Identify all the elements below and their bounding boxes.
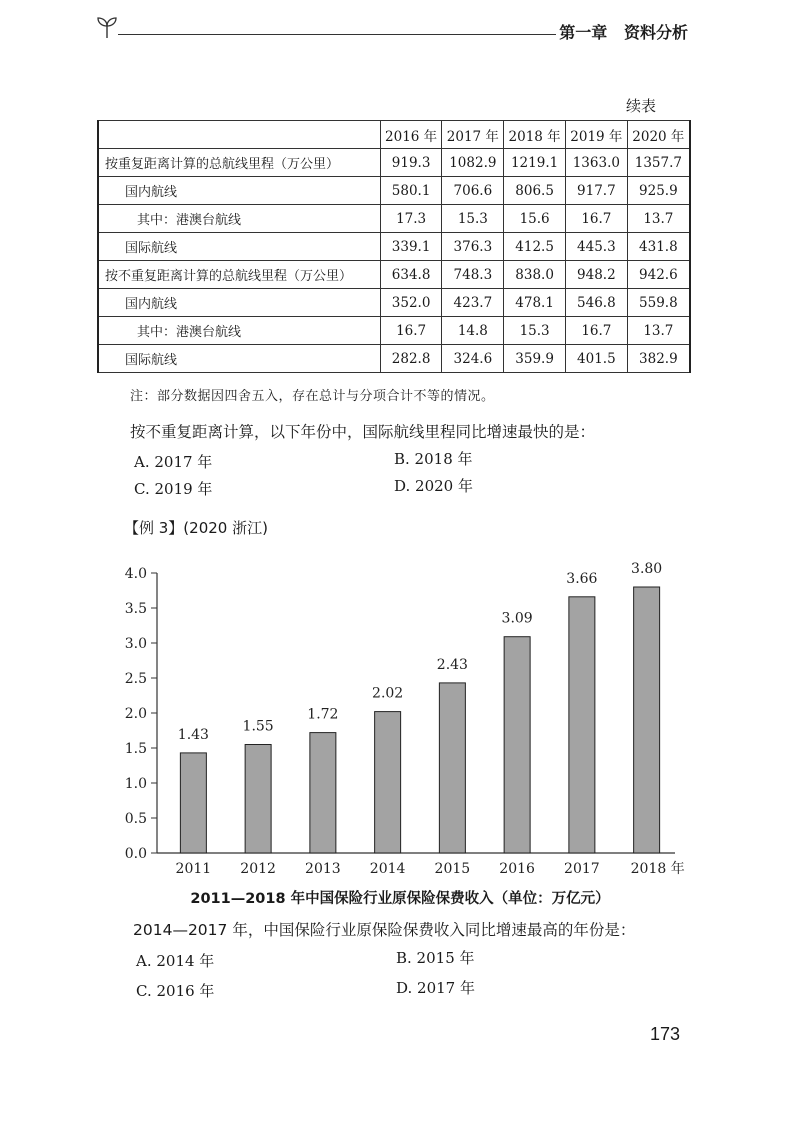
cell: 16.7: [565, 205, 627, 233]
cell: 401.5: [565, 345, 627, 373]
cell: 546.8: [565, 289, 627, 317]
cell: 1363.0: [565, 149, 627, 177]
table-row: [98, 317, 690, 345]
data-label: 3.09: [501, 610, 533, 627]
row-label: 国内航线: [98, 177, 380, 205]
table-row: [98, 233, 690, 261]
x-tick-label: 2015: [434, 861, 471, 877]
cell: 15.3: [442, 205, 504, 233]
x-tick-label: 2018 年: [630, 861, 685, 877]
bar-2015: [439, 683, 465, 853]
data-label: 1.43: [177, 726, 209, 743]
cell: 324.6: [442, 345, 504, 373]
bar-2011: [180, 753, 206, 853]
example-label: 【例 3】(2020 浙江): [124, 519, 268, 537]
q1-option-c: C. 2019 年: [134, 480, 213, 498]
column-header: 2016 年: [380, 121, 442, 149]
bar-2016: [504, 637, 530, 853]
table-note: 注：部分数据因四舍五入，存在总计与分项合计不等的情况。: [130, 389, 495, 404]
q2-option-c: C. 2016 年: [136, 982, 215, 1000]
cell: 1357.7: [627, 149, 690, 177]
data-label: 3.66: [566, 570, 598, 587]
cell: 423.7: [442, 289, 504, 317]
cell: 917.7: [565, 177, 627, 205]
column-header: 2017 年: [442, 121, 504, 149]
question-2-text: 2014—2017 年，中国保险行业原保险保费收入同比增速最高的年份是：: [133, 921, 636, 939]
cell: 919.3: [380, 149, 442, 177]
header-rule: [118, 34, 556, 35]
y-tick-label: 0.0: [124, 846, 147, 862]
q1-option-d: D. 2020 年: [394, 477, 473, 495]
cell: 14.8: [442, 317, 504, 345]
cell: 445.3: [565, 233, 627, 261]
row-label: 其中：港澳台航线: [98, 317, 380, 345]
cell: 282.8: [380, 345, 442, 373]
y-tick-label: 1.5: [124, 741, 147, 757]
x-tick-label: 2014: [369, 861, 406, 877]
cell: 382.9: [627, 345, 690, 373]
x-tick-label: 2013: [305, 861, 341, 877]
cell: 15.6: [504, 205, 566, 233]
cell: 13.7: [627, 205, 690, 233]
bar-2012: [245, 745, 271, 854]
bar-2018: [634, 587, 660, 853]
section-label: 资料分析: [623, 23, 688, 42]
y-tick-label: 0.5: [124, 811, 147, 827]
q1-option-a: A. 2017 年: [134, 453, 213, 471]
table-caption: 续表: [626, 97, 657, 115]
row-label: 其中：港澳台航线: [98, 205, 380, 233]
mileage-table: [97, 120, 691, 373]
table-row: [98, 261, 690, 289]
table-row: [98, 289, 690, 317]
q2-option-d: D. 2017 年: [396, 979, 475, 997]
x-tick-label: 2016: [499, 861, 535, 877]
y-tick-label: 3.5: [124, 601, 147, 617]
bar-2013: [310, 733, 336, 853]
data-label: 2.02: [372, 685, 404, 702]
data-label: 1.72: [307, 706, 339, 723]
question-1-text: 按不重复距离计算，以下年份中，国际航线里程同比增速最快的是：: [130, 423, 596, 441]
cell: 948.2: [565, 261, 627, 289]
bar-2014: [375, 712, 401, 853]
cell: 352.0: [380, 289, 442, 317]
cell: 376.3: [442, 233, 504, 261]
row-label: 按重复距离计算的总航线里程（万公里）: [98, 149, 380, 177]
row-label: 国内航线: [98, 289, 380, 317]
bar-2017: [569, 597, 595, 853]
running-header: [559, 20, 688, 43]
data-label: 1.55: [242, 718, 274, 735]
chart-title: 2011—2018 年中国保险行业原保险保费收入（单位：万亿元）: [190, 891, 610, 907]
x-tick-label: 2012: [240, 861, 276, 877]
cell: 559.8: [627, 289, 690, 317]
q2-option-b: B. 2015 年: [396, 949, 475, 967]
y-tick-label: 2.0: [124, 706, 147, 722]
page-number: 173: [650, 1024, 681, 1044]
cell: 15.3: [504, 317, 566, 345]
y-tick-label: 4.0: [124, 566, 147, 582]
row-label: 国际航线: [98, 233, 380, 261]
cell: 339.1: [380, 233, 442, 261]
cell: 412.5: [504, 233, 566, 261]
cell: 1082.9: [442, 149, 504, 177]
table-row: [98, 177, 690, 205]
cell: 838.0: [504, 261, 566, 289]
cell: 431.8: [627, 233, 690, 261]
cell: 942.6: [627, 261, 690, 289]
y-tick-label: 1.0: [124, 776, 147, 792]
table-header-row: [98, 121, 690, 149]
row-label: 按不重复距离计算的总航线里程（万公里）: [98, 261, 380, 289]
y-tick-label: 2.5: [124, 671, 147, 687]
x-tick-label: 2017: [564, 861, 600, 877]
cell: 16.7: [380, 317, 442, 345]
table-row: [98, 149, 690, 177]
cell: 706.6: [442, 177, 504, 205]
cell: 359.9: [504, 345, 566, 373]
q2-option-a: A. 2014 年: [136, 952, 215, 970]
data-label: 3.80: [631, 561, 663, 577]
column-header: 2020 年: [627, 121, 690, 149]
sprout-icon: [94, 14, 120, 40]
q1-option-b: B. 2018 年: [394, 450, 473, 468]
cell: 634.8: [380, 261, 442, 289]
column-header: 2018 年: [504, 121, 566, 149]
data-label: 2.43: [436, 656, 468, 673]
table-row: [98, 205, 690, 233]
column-header: 2019 年: [565, 121, 627, 149]
cell: 478.1: [504, 289, 566, 317]
cell: 925.9: [627, 177, 690, 205]
cell: 1219.1: [504, 149, 566, 177]
cell: 748.3: [442, 261, 504, 289]
y-tick-label: 3.0: [124, 636, 147, 652]
header-corner: [98, 121, 380, 149]
cell: 17.3: [380, 205, 442, 233]
cell: 13.7: [627, 317, 690, 345]
cell: 580.1: [380, 177, 442, 205]
cell: 806.5: [504, 177, 566, 205]
chapter-label: 第一章: [559, 23, 608, 42]
table-row: [98, 345, 690, 373]
cell: 16.7: [565, 317, 627, 345]
x-tick-label: 2011: [175, 861, 212, 877]
row-label: 国际航线: [98, 345, 380, 373]
premium-income-bar-chart: [95, 555, 695, 883]
